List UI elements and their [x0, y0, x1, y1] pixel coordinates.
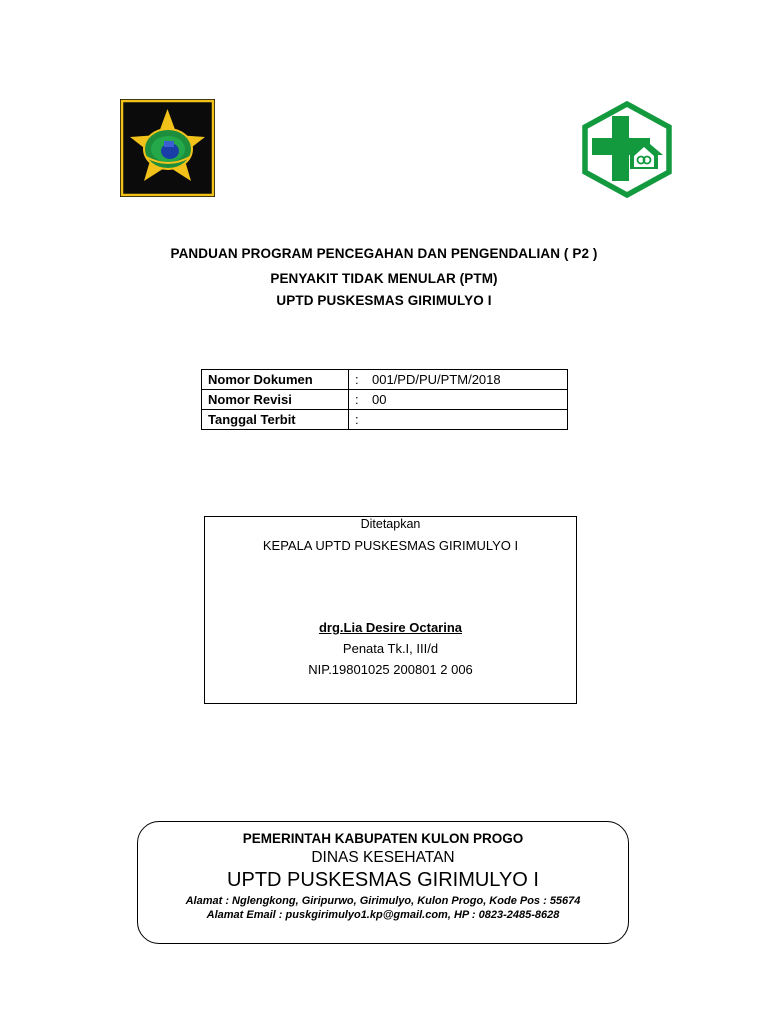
- nomor-revisi-cell: [349, 390, 568, 410]
- document-title-line-2: PENYAKIT TIDAK MENULAR (PTM): [270, 271, 498, 286]
- approval-box: [204, 516, 577, 704]
- tanggal-terbit-cell: [349, 410, 568, 430]
- office-name: DINAS KESEHATAN: [311, 849, 455, 866]
- signatory-nip: NIP.19801025 200801 2 006: [308, 662, 473, 677]
- signatory-rank: Penata Tk.I, III/d: [342, 641, 439, 656]
- contact-line: Alamat Email : puskgirimulyo1.kp@gmail.com, HP : 0823-2485-8628: [206, 909, 560, 921]
- signatory-name: drg.Lia Desire Octarina: [318, 620, 463, 635]
- kulon-progo-emblem-icon: [120, 99, 215, 197]
- government-name: PEMERINTAH KABUPATEN KULON PROGO: [242, 831, 524, 846]
- puskesmas-logo: [580, 101, 674, 198]
- nomor-revisi-label: Nomor Revisi: [202, 390, 349, 410]
- document-info-table: [201, 369, 568, 430]
- regency-emblem-logo: [120, 99, 215, 197]
- nomor-dokumen-label: Nomor Dokumen: [202, 370, 349, 390]
- nomor-dokumen-cell: [349, 370, 568, 390]
- table-row: [202, 370, 568, 390]
- position-label: KEPALA UPTD PUSKESMAS GIRIMULYO I: [262, 538, 519, 553]
- colon: :: [355, 412, 359, 427]
- document-title-line-1: PANDUAN PROGRAM PENCEGAHAN DAN PENGENDALIAN ( P2 ): [170, 246, 598, 261]
- colon: :: [355, 372, 359, 387]
- tanggal-terbit-label: Tanggal Terbit: [202, 410, 349, 430]
- established-label: Ditetapkan: [360, 517, 421, 531]
- colon: :: [355, 392, 359, 407]
- institution-name: UPTD PUSKESMAS GIRIMULYO I: [227, 869, 539, 891]
- address-line: Alamat : Nglengkong, Giripurwo, Girimulyo, Kulon Progo, Kode Pos : 55674: [185, 895, 581, 907]
- table-row: [202, 390, 568, 410]
- nomor-dokumen-value: 001/PD/PU/PTM/2018: [372, 372, 501, 387]
- green-cross-house-icon: [580, 101, 674, 198]
- nomor-revisi-value: 00: [372, 392, 387, 407]
- table-row: [202, 410, 568, 430]
- document-title-line-3: UPTD PUSKESMAS GIRIMULYO I: [276, 293, 492, 308]
- letterhead-footer-box: [137, 821, 629, 944]
